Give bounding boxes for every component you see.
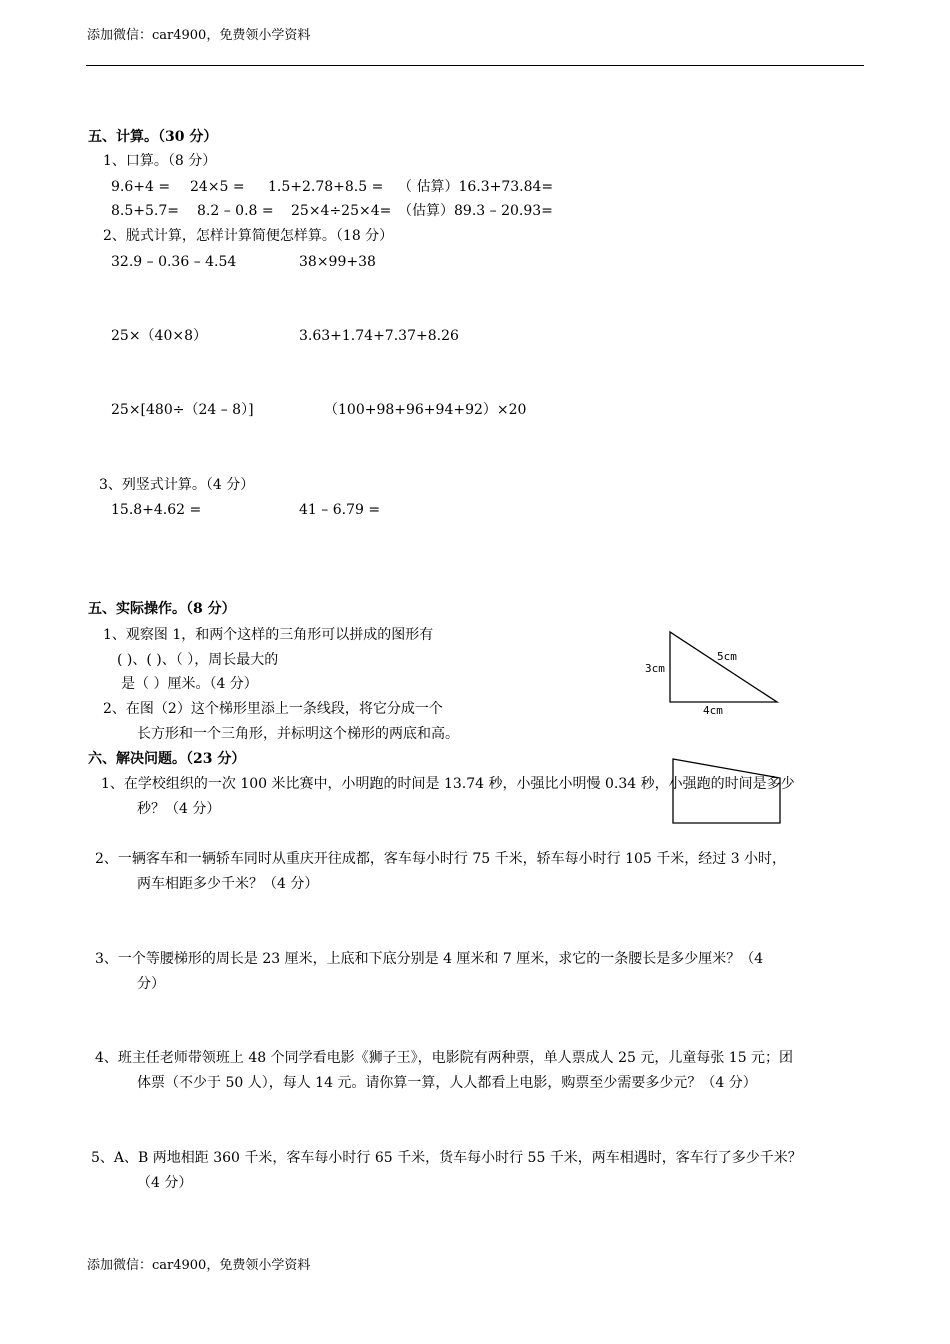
stepwise-item: 25×[480÷（24 – 8）] xyxy=(111,402,254,418)
right-triangle xyxy=(670,632,777,702)
triangle-left-label: 3cm xyxy=(645,662,665,675)
stepwise-item: 25×（40×8） xyxy=(111,328,207,344)
problem-line: （4 分） xyxy=(137,1175,193,1191)
mental-calc-item: （ 估算）16.3+73.84= xyxy=(398,179,554,195)
mental-calc-item: 8.5+5.7= xyxy=(111,203,179,219)
mental-calc-item: （估算）89.3 – 20.93= xyxy=(398,203,553,219)
stepwise-item: 3.63+1.74+7.37+8.26 xyxy=(299,328,459,344)
mental-calc-item: 8.2 – 0.8 = xyxy=(197,203,274,219)
practice-q1-line: 是（ ）厘米。（4 分） xyxy=(121,676,258,692)
header-divider xyxy=(86,65,864,66)
vertical-calc-item: 15.8+4.62 = xyxy=(111,502,202,518)
triangle-base-label: 4cm xyxy=(703,704,723,717)
practice-q2-line: 2、在图（2）这个梯形里添上一条线段，将它分成一个 xyxy=(103,701,443,717)
triangle-hypotenuse-label: 5cm xyxy=(717,650,737,663)
page-header: 添加微信：car4900，免费领小学资料 xyxy=(87,28,311,43)
stepwise-item: 38×99+38 xyxy=(299,254,376,270)
problem-line: 5、A、B 两地相距 360 千米，客车每小时行 65 千米，货车每小时行 55 千米，两车相遇时，客车行了多少千米？ xyxy=(91,1150,802,1166)
stepwise-item: （100+98+96+94+92）×20 xyxy=(324,402,527,418)
problem-line: 1、在学校组织的一次 100 米比赛中，小明跑的时间是 13.74 秒，小强比小明慢 0.34 秒，小强跑的时间是多少 xyxy=(101,776,795,792)
practice-q1-line: 1、观察图 1，和两个这样的三角形可以拼成的图形有 xyxy=(103,627,434,643)
practice-q1-line: ( )、( )、（ ），周长最大的 xyxy=(117,652,279,668)
problem-line: 分） xyxy=(137,976,165,992)
mental-calc-item: 24×5 = xyxy=(190,179,245,195)
page-footer: 添加微信：car4900，免费领小学资料 xyxy=(87,1258,311,1273)
problem-line: 秒？（4 分） xyxy=(137,801,221,817)
problem-line: 3、一个等腰梯形的周长是 23 厘米，上底和下底分别是 4 厘米和 7 厘米，求它的一条腰长是多少厘米？（4 xyxy=(95,951,764,967)
problem-line: 体票（不少于 50 人），每人 14 元。请你算一算，人人都看上电影，购票至少需要多少元？（4 分） xyxy=(137,1075,757,1091)
q3-title: 3、列竖式计算。（4 分） xyxy=(99,477,255,493)
problem-line: 2、一辆客车和一辆轿车同时从重庆开往成都，客车每小时行 75 千米，轿车每小时行 105 千米，经过 3 小时， xyxy=(95,851,787,867)
q1-title: 1、口算。（8 分） xyxy=(103,153,217,169)
vertical-calc-item: 41 – 6.79 = xyxy=(299,502,381,518)
stepwise-item: 32.9 – 0.36 – 4.54 xyxy=(111,254,237,270)
section-practice-title: 五、实际操作。（8 分） xyxy=(88,601,236,617)
mental-calc-item: 25×4÷25×4= xyxy=(291,203,392,219)
section-calc-title: 五、计算。（30 分） xyxy=(88,129,218,145)
q2-title: 2、脱式计算，怎样计算简便怎样算。（18 分） xyxy=(103,228,394,244)
triangle-figure xyxy=(640,625,790,720)
problem-line: 两车相距多少千米？（4 分） xyxy=(137,876,319,892)
mental-calc-item: 1.5+2.78+8.5 = xyxy=(268,179,384,195)
section-problems-title: 六、解决问题。（23 分） xyxy=(88,751,246,767)
practice-q2-line: 长方形和一个三角形，并标明这个梯形的两底和高。 xyxy=(137,726,459,742)
problem-line: 4、班主任老师带领班上 48 个同学看电影《狮子王》，电影院有两种票，单人票成人 25 元，儿童每张 15 元；团 xyxy=(95,1050,794,1066)
mental-calc-item: 9.6+4 = xyxy=(111,179,171,195)
